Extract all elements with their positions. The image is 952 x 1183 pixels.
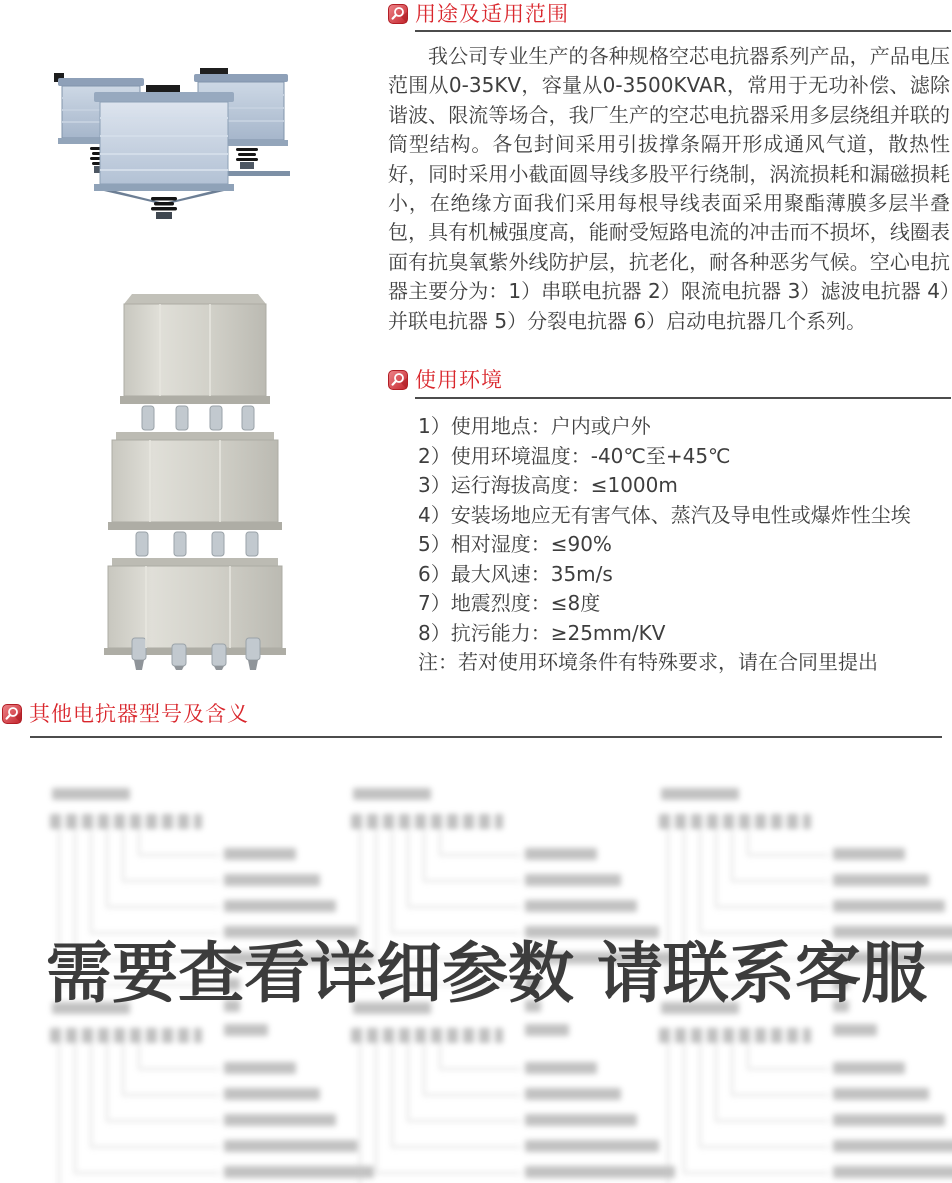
blurred-model-diagram — [341, 1002, 651, 1183]
diagram-line — [122, 1094, 220, 1096]
blurred-title-bar — [52, 788, 130, 800]
diagram-line — [683, 1043, 685, 1172]
blurred-label-bar — [525, 1062, 597, 1074]
diagram-line — [122, 829, 124, 880]
blurred-label-bar — [224, 1088, 320, 1100]
magnifier-icon — [388, 370, 408, 390]
section-environment-header — [388, 368, 503, 392]
stacked-reactor-photo — [90, 282, 302, 670]
blurred-model-code — [351, 814, 503, 829]
diagram-line — [122, 880, 220, 882]
blurred-label-bar — [525, 900, 637, 912]
blurred-label-bar — [525, 848, 597, 860]
blurred-model-diagram — [649, 1002, 952, 1183]
section-usage-header — [388, 2, 569, 26]
diagram-line — [74, 1043, 76, 1172]
environment-item: 7）地震烈度：≤8度 — [418, 591, 601, 615]
blurred-model-code — [351, 1028, 503, 1043]
diagram-line — [375, 1043, 377, 1172]
blurred-model-code — [659, 1028, 811, 1043]
environment-item: 4）安装场地应无有害气体、蒸汽及导电性或爆炸性尘埃 — [418, 502, 911, 527]
triple-reactor-photo — [50, 55, 298, 220]
blurred-label-bar — [224, 1114, 336, 1126]
environment-item: 2）使用环境温度：-40℃至+45℃ — [418, 443, 731, 468]
diagram-line — [138, 854, 220, 856]
diagram-line — [715, 829, 717, 906]
diagram-line — [747, 1068, 829, 1070]
diagram-line — [731, 1094, 829, 1096]
diagram-line — [423, 1043, 425, 1094]
stacked-reactor-illustration — [90, 282, 302, 670]
diagram-line — [747, 854, 829, 856]
diagram-line — [423, 880, 521, 882]
diagram-line — [391, 1146, 521, 1148]
diagram-line — [138, 1043, 140, 1068]
diagram-line — [423, 829, 425, 880]
diagram-line — [699, 1146, 829, 1148]
blurred-label-bar — [525, 1114, 637, 1126]
diagram-line — [90, 1043, 92, 1146]
section-environment-title: 使用环境 — [415, 368, 503, 392]
magnifier-icon — [388, 4, 408, 24]
blurred-label-bar — [833, 848, 905, 860]
blurred-label-bar — [224, 1140, 358, 1152]
blurred-label-bar — [833, 1166, 952, 1178]
diagram-line — [106, 906, 220, 908]
diagram-line — [407, 1120, 521, 1122]
blurred-title-bar — [353, 788, 431, 800]
diagram-line — [715, 1043, 717, 1120]
diagram-line — [90, 1146, 220, 1148]
section-models-divider — [30, 736, 942, 738]
blurred-label-bar — [833, 1062, 905, 1074]
blurred-label-bar — [833, 1140, 952, 1152]
environment-item: 3）运行海拔高度：≤1000m — [418, 473, 678, 497]
diagram-line — [106, 1120, 220, 1122]
diagram-line — [747, 1043, 749, 1068]
diagram-line — [731, 1043, 733, 1094]
environment-item: 6）最大风速：35m/s — [418, 561, 613, 586]
diagram-line — [391, 1043, 393, 1146]
blurred-label-bar — [224, 848, 296, 860]
diagram-line — [699, 1043, 701, 1146]
diagram-line — [407, 906, 521, 908]
diagram-line — [715, 1120, 829, 1122]
environment-item: 5）相对湿度：≤90% — [418, 532, 612, 556]
diagram-line — [359, 1043, 361, 1183]
section-usage-title: 用途及适用范围 — [415, 2, 569, 26]
diagram-line — [439, 829, 441, 854]
blurred-model-code — [50, 814, 202, 829]
diagram-line — [439, 1068, 521, 1070]
blurred-label-bar — [525, 1088, 621, 1100]
diagram-line — [667, 1043, 669, 1183]
section-usage-divider — [415, 30, 951, 32]
blurred-label-bar — [833, 874, 929, 886]
diagram-line — [683, 1172, 829, 1174]
section-models-title: 其他电抗器型号及含义 — [29, 702, 249, 726]
blurred-label-bar — [525, 1140, 659, 1152]
blurred-label-bar — [525, 874, 621, 886]
blurred-label-bar — [224, 1062, 296, 1074]
diagram-line — [747, 829, 749, 854]
diagram-line — [391, 829, 393, 932]
diagram-line — [423, 1094, 521, 1096]
diagram-line — [138, 1068, 220, 1070]
blurred-title-bar — [661, 788, 739, 800]
diagram-line — [58, 1043, 60, 1183]
environment-item: 8）抗污能力：≥25mm/KV — [418, 620, 666, 645]
environment-list — [418, 412, 952, 678]
blurred-model-code — [50, 1028, 202, 1043]
blurred-label-bar — [833, 1114, 945, 1126]
contact-watermark: 需要查看详细参数 请联系客服 — [46, 935, 927, 1012]
blurred-label-bar — [833, 1088, 929, 1100]
diagram-line — [106, 1043, 108, 1120]
diagram-line — [407, 829, 409, 906]
diagram-line — [122, 1043, 124, 1094]
diagram-line — [375, 1172, 521, 1174]
diagram-line — [106, 829, 108, 906]
diagram-line — [138, 829, 140, 854]
diagram-line — [407, 1043, 409, 1120]
diagram-line — [731, 829, 733, 880]
blurred-label-bar — [833, 900, 945, 912]
section-models-header — [2, 702, 249, 726]
section-environment-divider — [415, 397, 951, 399]
blurred-label-bar — [224, 874, 320, 886]
blurred-model-diagram — [40, 1002, 350, 1183]
diagram-line — [439, 1043, 441, 1068]
blurred-label-bar — [224, 900, 336, 912]
diagram-line — [731, 880, 829, 882]
diagram-line — [439, 854, 521, 856]
usage-paragraph: 我公司专业生产的各种规格空芯电抗器系列产品，产品电压范围从0-35KV，容量从0-3500KVAR，常用于无功补偿、滤除谐波、限流等场合，我厂生产的空芯电抗器采用多层绕组并联的筒型结构。各包封间采用引拔撑条隔开形成通风气道，散热性好，同时采用小截面圆导线多股平行绕制，涡流损耗和漏磁损耗小，在绝缘方面我们采用每根导线表面采用聚酯薄膜多层半叠包，具有机械强度高，能耐受短路电流的冲击而不损坏，线圈表面有抗臭氧紫外线防护层，抗老化，耐各种恶劣气候。空心电抗器主要分为：1）串联电抗器 2）限流电抗器 3）滤波电抗器 4）并联电抗器 5）分裂电抗器 6）启动电抗器几个系列。 — [388, 44, 950, 333]
magnifier-icon — [2, 704, 22, 724]
diagram-line — [90, 829, 92, 932]
environment-item: 1）使用地点：户内或户外 — [418, 414, 651, 438]
environment-note: 注：若对使用环境条件有特殊要求，请在合同里提出 — [418, 650, 878, 674]
diagram-line — [715, 906, 829, 908]
diagram-line — [699, 829, 701, 932]
blurred-model-code — [659, 814, 811, 829]
triple-reactor-illustration — [50, 55, 298, 220]
diagram-line — [74, 1172, 220, 1174]
